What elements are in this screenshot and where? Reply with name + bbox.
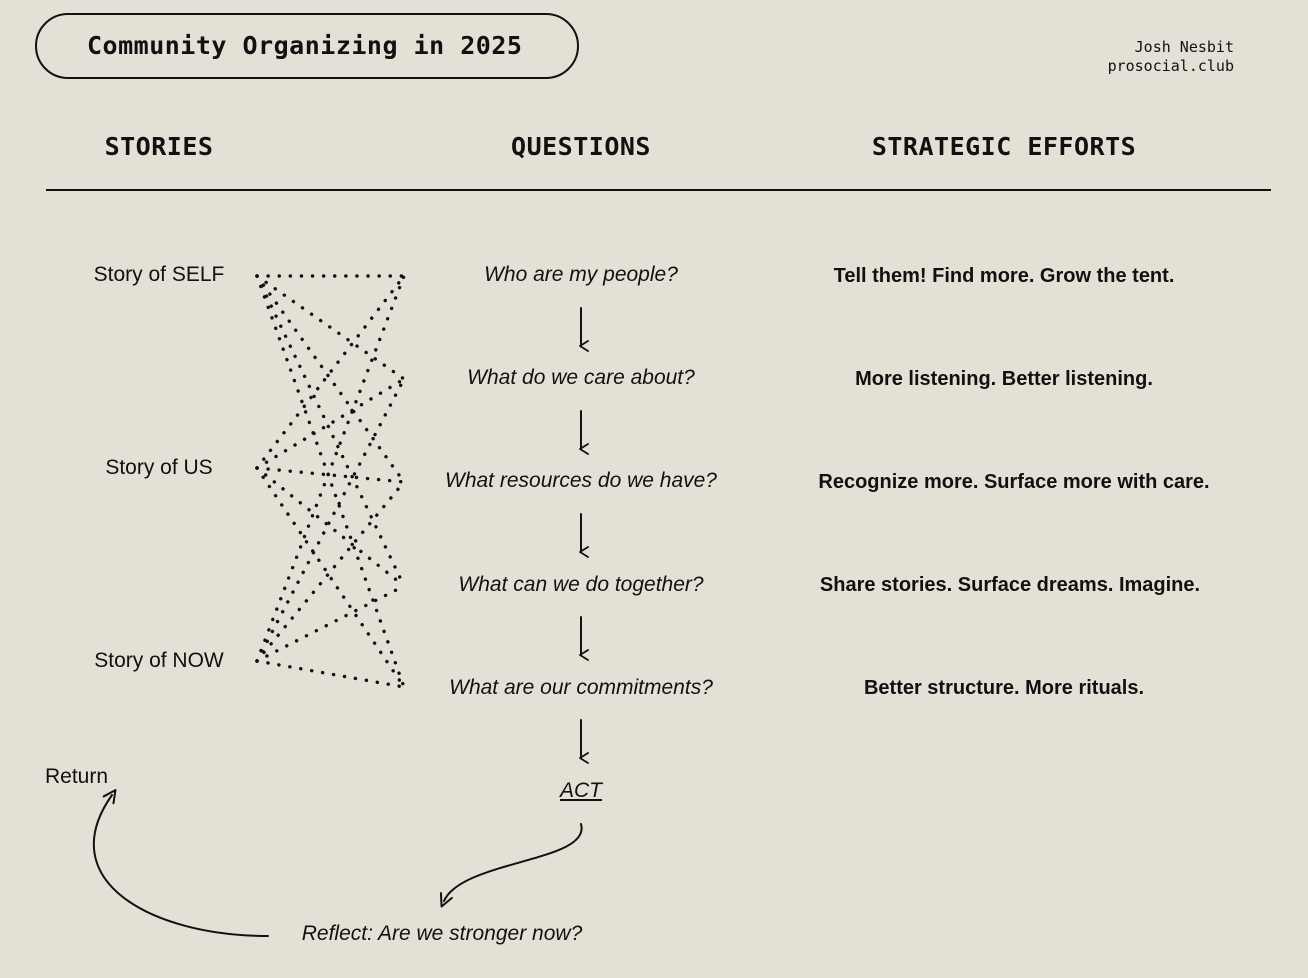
- link-us-q5: [257, 468, 404, 687]
- story-us: Story of US: [105, 456, 213, 479]
- link-us-q2: [257, 379, 404, 468]
- arrow-act-reflect: [444, 824, 582, 901]
- column-header-questions: QUESTIONS: [511, 132, 651, 161]
- return-label: Return: [45, 765, 109, 788]
- author-site: prosocial.club: [1107, 57, 1234, 75]
- link-now-q4: [257, 586, 404, 661]
- effort-4: Share stories. Surface dreams. Imagine.: [819, 574, 1201, 596]
- page-title: Community Organizing in 2025: [87, 31, 523, 60]
- effort-2: More listening. Better listening.: [855, 368, 1153, 390]
- effort-3: Recognize more. Surface more with care.: [818, 471, 1210, 493]
- link-self-q3: [257, 276, 404, 482]
- column-header-efforts: STRATEGIC EFFORTS: [871, 132, 1137, 161]
- cycle-arrows: [94, 795, 582, 936]
- story-self: Story of SELF: [93, 263, 225, 286]
- link-self-q4: [257, 276, 404, 586]
- question-4: What can we do together?: [458, 573, 704, 596]
- link-now-q5: [257, 661, 404, 687]
- link-us-q1: [257, 276, 404, 468]
- link-us-q3: [257, 468, 404, 482]
- arrow-reflect-return: [94, 795, 268, 936]
- story-now: Story of NOW: [94, 649, 224, 672]
- author-name: Josh Nesbit: [1134, 38, 1234, 56]
- question-5: What are our commitments?: [449, 676, 713, 699]
- link-self-q2: [257, 276, 404, 379]
- link-now-q3: [257, 482, 404, 661]
- question-1: Who are my people?: [484, 263, 678, 286]
- link-now-q2: [257, 379, 404, 661]
- link-self-q5: [257, 276, 404, 687]
- reflect-label: Reflect: Are we stronger now?: [301, 922, 583, 945]
- effort-5: Better structure. More rituals.: [863, 677, 1145, 699]
- column-header-stories: STORIES: [104, 132, 214, 161]
- story-question-links: [257, 276, 404, 687]
- question-3: What resources do we have?: [445, 469, 717, 492]
- question-2: What do we care about?: [467, 366, 695, 389]
- effort-1: Tell them! Find more. Grow the tent.: [833, 265, 1175, 287]
- act-label: ACT: [560, 779, 602, 802]
